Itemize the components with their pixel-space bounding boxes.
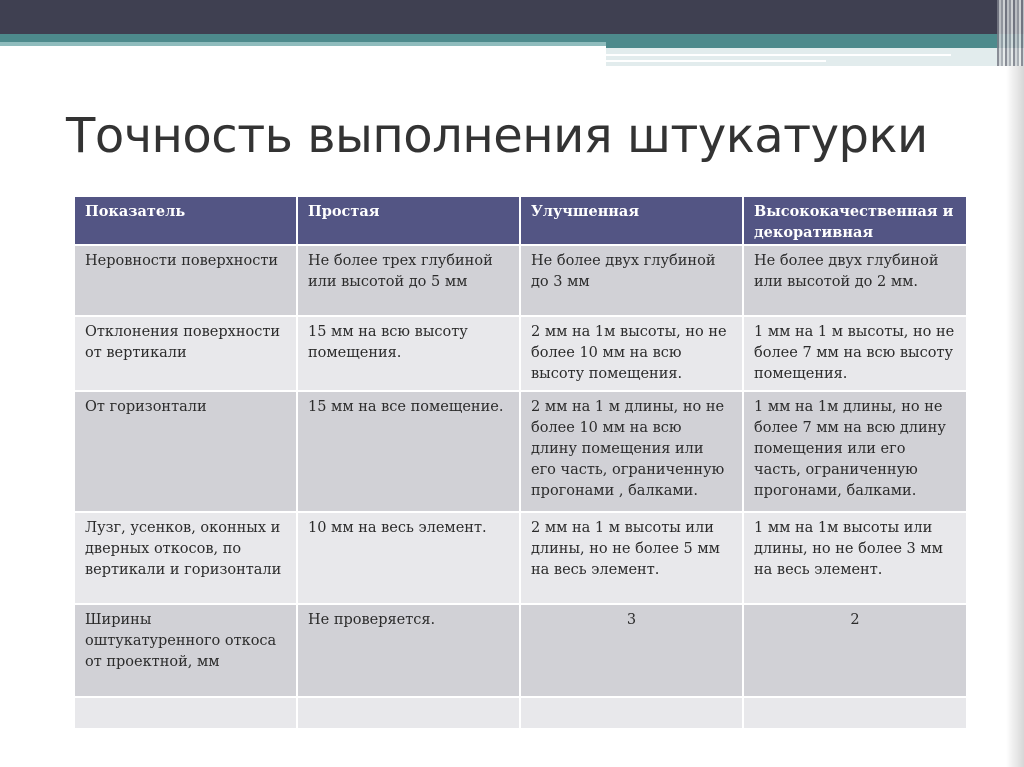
- header-cell-high-quality: Высококачественная и декоративная: [743, 197, 967, 245]
- table-cell: 15 мм на всю высоту помещения.: [297, 316, 520, 391]
- table-cell: 2 мм на 1 м высоты или длины, но не более 5 мм на весь элемент.: [520, 512, 743, 604]
- table-cell: Не проверяется.: [297, 604, 520, 697]
- table-row: [75, 512, 967, 604]
- table-cell: 1 мм на 1м высоты или длины, но не более 3 мм на весь элемент.: [743, 512, 967, 604]
- table-cell: 2: [743, 604, 967, 697]
- header-cell-indicator: Показатель: [75, 197, 297, 245]
- table-row: [75, 391, 967, 512]
- header-pale-band: [606, 48, 1024, 66]
- table-cell: Неровности поверхности: [75, 245, 297, 316]
- header-accent-stripe-light: [0, 42, 606, 46]
- table-cell: 15 мм на все помещение.: [297, 391, 520, 512]
- table-row: [75, 316, 967, 391]
- header-accent-stripe: [0, 34, 1024, 42]
- page-edge-stripes: [997, 0, 1024, 66]
- slide-title: Точность выполнения штукатурки: [66, 108, 928, 164]
- table-cell: 1 мм на 1м длины, но не более 7 мм на всю длину помещения или его часть, ограниченную прогонами, балками.: [743, 391, 967, 512]
- table-row: [75, 604, 967, 697]
- header-pale-line: [606, 54, 951, 56]
- header-cell-simple: Простая: [297, 197, 520, 245]
- page-shadow: [1006, 66, 1024, 767]
- table-row: [75, 245, 967, 316]
- table-cell: 2 мм на 1м высоты, но не более 10 мм на всю высоту помещения.: [520, 316, 743, 391]
- table-cell: Не более двух глубиной до 3 мм: [520, 245, 743, 316]
- table-cell: Не более трех глубиной или высотой до 5 мм: [297, 245, 520, 316]
- table-cell: 2 мм на 1 м длины, но не более 10 мм на всю длину помещения или его часть, ограниченную прогонами , балками.: [520, 391, 743, 512]
- table-cell: Лузг, усенков, оконных и дверных откосов, по вертикали и горизонтали: [75, 512, 297, 604]
- header-bar: [0, 0, 1024, 34]
- table-cell-empty: [520, 697, 743, 729]
- table-cell: Отклонения поверхности от вертикали: [75, 316, 297, 391]
- table-cell: От горизонтали: [75, 391, 297, 512]
- table-cell: Ширины оштукатуренного откоса от проектной, мм: [75, 604, 297, 697]
- table-cell: 10 мм на весь элемент.: [297, 512, 520, 604]
- table-cell-empty: [743, 697, 967, 729]
- header-cell-improved: Улучшенная: [520, 197, 743, 245]
- table-cell: 3: [520, 604, 743, 697]
- table-cell-empty: [297, 697, 520, 729]
- header-pale-line: [606, 60, 826, 62]
- table-cell: Не более двух глубиной или высотой до 2 мм.: [743, 245, 967, 316]
- table-row-empty: [75, 697, 967, 729]
- plaster-accuracy-table: [75, 197, 968, 730]
- table-header-row: [75, 197, 967, 245]
- table-cell-empty: [75, 697, 297, 729]
- table-cell: 1 мм на 1 м высоты, но не более 7 мм на всю высоту помещения.: [743, 316, 967, 391]
